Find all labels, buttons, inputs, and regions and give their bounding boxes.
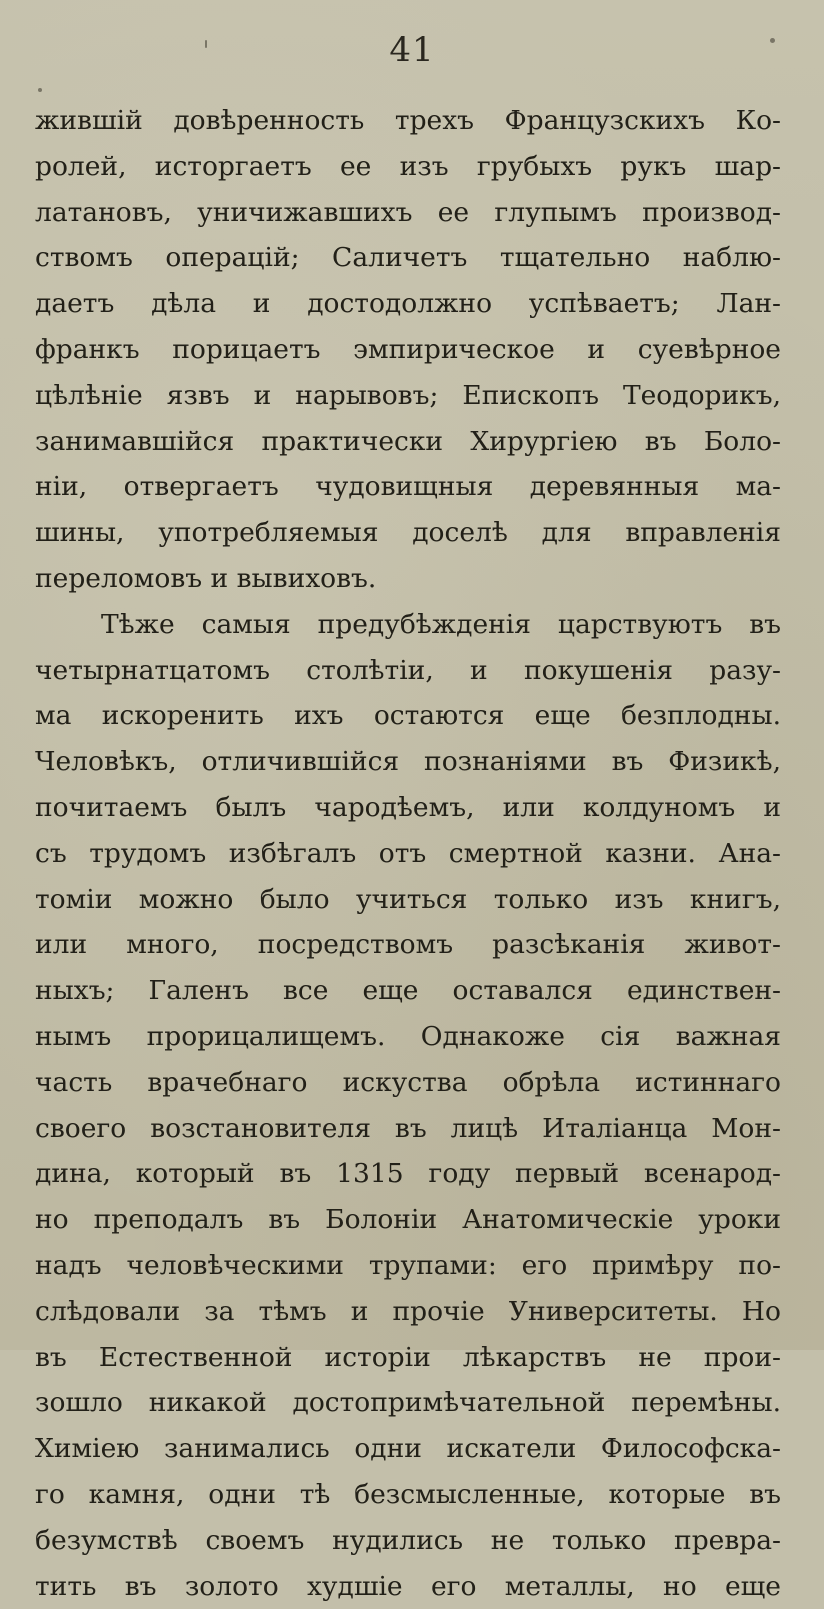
text-line: дина, который въ 1315 году первый всенарод- (35, 1151, 781, 1197)
text-line: го камня, одни тѣ безсмысленные, которые въ (35, 1472, 781, 1518)
text-line: или много, посредствомъ разсѣканія живот- (35, 922, 781, 968)
paper-speck (205, 40, 207, 48)
text-line: ма искоренить ихъ остаются еще безплодны. (35, 693, 781, 739)
text-line: нымъ прорицалищемъ. Однакоже сія важная (35, 1014, 781, 1060)
text-line: но преподалъ въ Болоніи Анатомическіе уроки (35, 1197, 781, 1243)
text-line: Человѣкъ, отличившійся познаніями въ Физикѣ, (35, 739, 781, 785)
paper-speck (770, 38, 775, 43)
paper-speck (38, 88, 42, 92)
text-line: четырнатцатомъ столѣтіи, и покушенія разу- (35, 648, 781, 694)
text-line: франкъ порицаетъ эмпирическое и суевѣрное (35, 327, 781, 373)
text-line-paragraph-end: переломовъ и вывиховъ. (35, 556, 781, 602)
text-line: почитаемъ былъ чародѣемъ, или колдуномъ и (35, 785, 781, 831)
text-line: безумствѣ своемъ нудились не только превра- (35, 1518, 781, 1564)
text-line: ныхъ; Галенъ все еще оставался единствен- (35, 968, 781, 1014)
page-number: 41 (0, 30, 824, 70)
text-line: въ Естественной исторіи лѣкарствъ не прои- (35, 1335, 781, 1381)
text-line: зошло никакой достопримѣчательной перемѣны. (35, 1380, 781, 1426)
text-line: Химіею занимались одни искатели Философска- (35, 1426, 781, 1472)
text-line: томіи можно было учиться только изъ книгъ, (35, 877, 781, 923)
text-line: ніи, отвергаетъ чудовищныя деревянныя ма- (35, 464, 781, 510)
text-line: слѣдовали за тѣмъ и прочіе Университеты. Но (35, 1289, 781, 1335)
text-line: даетъ дѣла и достодолжно успѣваетъ; Лан- (35, 281, 781, 327)
text-line: цѣлѣніе язвъ и нарывовъ; Епископъ Теодорикъ, (35, 373, 781, 419)
text-line: съ трудомъ избѣгалъ отъ смертной казни. Ана- (35, 831, 781, 877)
text-line: часть врачебнаго искуства обрѣла истиннаго (35, 1060, 781, 1106)
text-line: жившій довѣренность трехъ Французскихъ Ко- (35, 98, 781, 144)
text-line: шины, употребляемыя доселѣ для вправленія (35, 510, 781, 556)
text-line: ролей, исторгаетъ ее изъ грубыхъ рукъ шар- (35, 144, 781, 190)
text-line: занимавшійся практически Хирургіею въ Боло- (35, 419, 781, 465)
text-line: ствомъ операцій; Саличетъ тщательно наблю- (35, 235, 781, 281)
body-text (35, 98, 781, 1609)
text-line: латановъ, уничижавшихъ ее глупымъ производ- (35, 190, 781, 236)
text-line-paragraph-start: Тѣже самыя предубѣжденія царствуютъ въ (35, 602, 781, 648)
text-line: своего возстановителя въ лицѣ Италіанца Мон- (35, 1106, 781, 1152)
text-line: надъ человѣческими трупами: его примѣру по- (35, 1243, 781, 1289)
text-line: тить въ золото худшіе его металлы, но еще (35, 1564, 781, 1609)
